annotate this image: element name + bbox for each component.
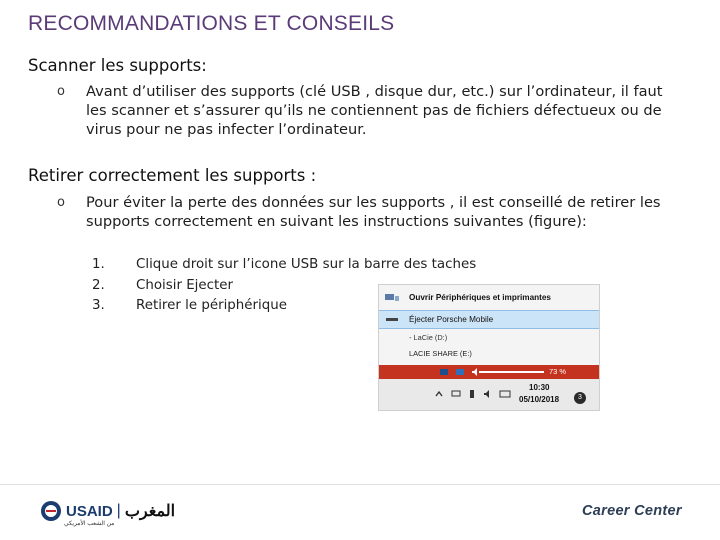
usaid-logo <box>40 500 175 522</box>
arabic-morocco-label: المغرب <box>124 503 176 520</box>
bullet-scan <box>57 82 666 139</box>
keyboard-icon[interactable] <box>499 389 511 399</box>
step-text: Retirer le périphérique <box>136 298 287 313</box>
volume-icon[interactable] <box>483 389 493 399</box>
bullet-text-scan: Avant d’utiliser des supports (clé USB , disque dur, etc.) sur l’ordinateur, il faut les scanner et s’assurer qu’ils ne contiennent pas de fichiers défectueux ou de virus pour ne pas infecter l’ordinateur. <box>86 83 663 138</box>
clock-date[interactable]: 05/10/2018 <box>519 395 560 404</box>
usaid-seal-icon <box>40 500 62 522</box>
menu-item-open-devices[interactable] <box>379 289 599 306</box>
step-number: 1. <box>92 257 105 272</box>
taskbar <box>379 379 599 410</box>
slide-title: RECOMMANDATIONS ET CONSEILS <box>28 12 395 35</box>
usaid-tagline: من الشعب الأمريكي <box>64 521 115 527</box>
volume-percent: 73 % <box>549 367 567 376</box>
career-center-logo: Career Center <box>582 503 682 519</box>
volume-slider[interactable] <box>479 371 544 373</box>
bullet-marker: o <box>57 195 65 210</box>
chevron-up-icon[interactable] <box>434 389 444 399</box>
usb-icon[interactable] <box>467 389 477 399</box>
menu-item-label: LACIE SHARE (E:) <box>409 349 472 358</box>
menu-subitem-lacie-share[interactable] <box>379 345 599 362</box>
section-heading-remove: Retirer correctement les supports : <box>28 166 317 185</box>
notification-badge[interactable]: 3 <box>574 392 586 404</box>
list-item <box>92 255 476 276</box>
bullet-remove <box>57 193 666 231</box>
usb-eject-icon <box>385 315 399 324</box>
usaid-separator: | <box>116 502 121 519</box>
footer-divider <box>0 484 720 485</box>
menu-subitem-lacie[interactable] <box>379 329 599 346</box>
menu-item-label: - LaCie (D:) <box>409 333 448 342</box>
tray-icon <box>455 367 465 377</box>
bullet-text-remove: Pour éviter la perte des données sur les supports , il est conseillé de retirer les supports correctement en suivant les instructions suivantes (figure): <box>86 194 661 230</box>
menu-item-label: Éjecter Porsche Mobile <box>409 315 494 324</box>
context-menu <box>379 285 599 365</box>
network-icon[interactable] <box>451 389 461 399</box>
step-number: 3. <box>92 298 105 313</box>
usaid-wordmark: USAID <box>66 502 113 520</box>
menu-item-eject[interactable] <box>379 310 599 329</box>
menu-item-label: Ouvrir Périphériques et imprimantes <box>409 293 551 302</box>
eject-screenshot-figure <box>378 284 600 411</box>
clock-time[interactable]: 10:30 <box>529 383 550 392</box>
tray-icon <box>439 367 449 377</box>
devices-icon <box>385 293 399 302</box>
step-text: Choisir Ejecter <box>136 277 233 293</box>
step-number: 2. <box>92 277 105 293</box>
section-heading-scan: Scanner les supports: <box>28 56 207 75</box>
step-text: Clique droit sur l’icone USB sur la barre des taches <box>136 257 477 272</box>
bullet-marker: o <box>57 84 65 99</box>
